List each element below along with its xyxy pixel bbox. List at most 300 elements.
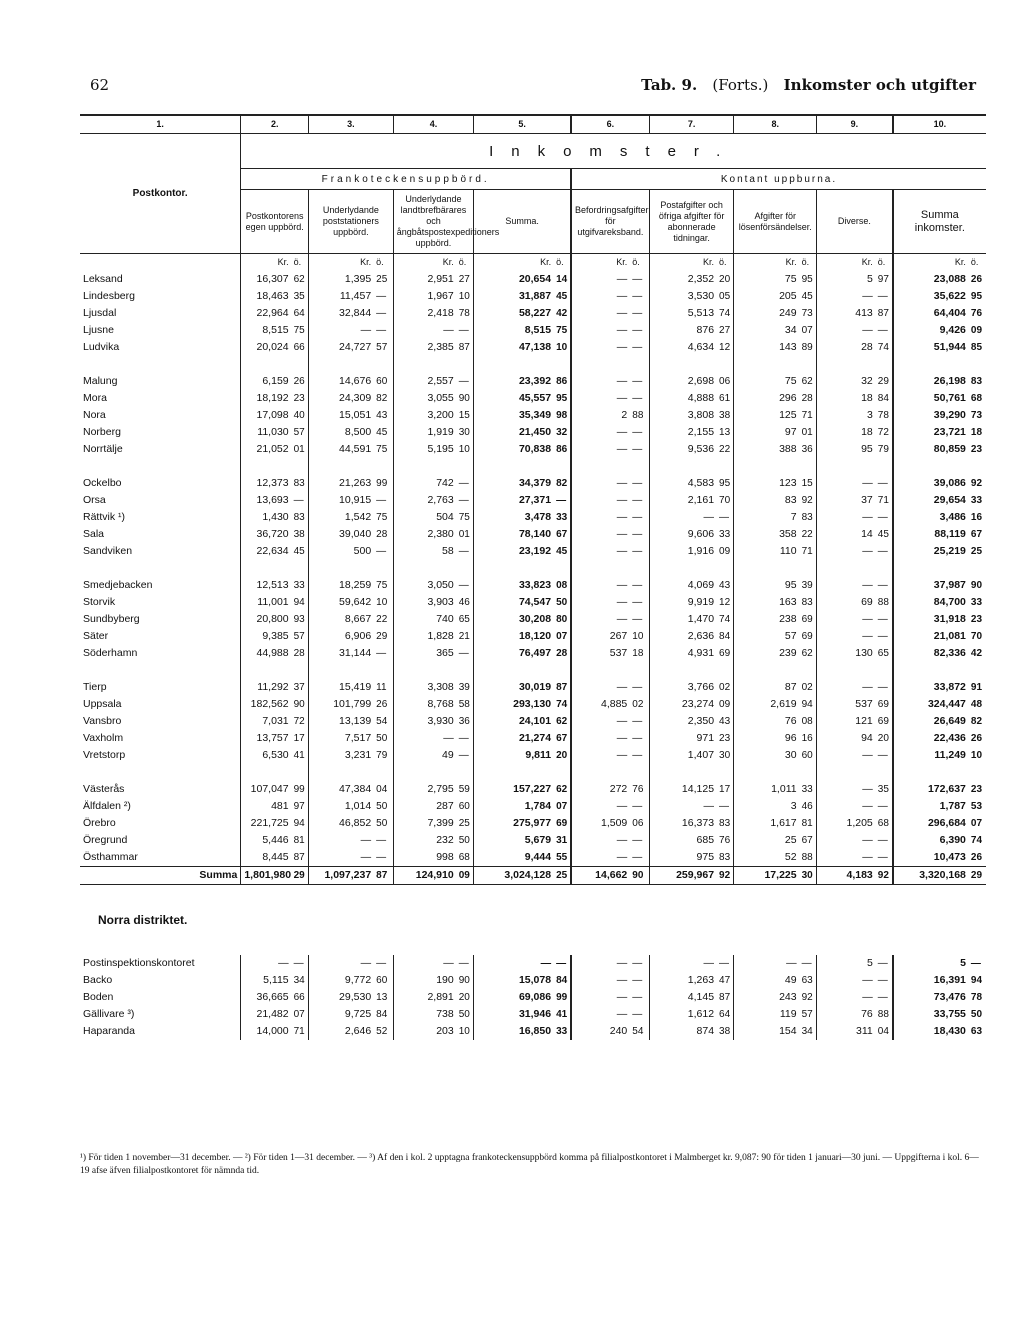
table-row <box>80 781 986 798</box>
value-ore: 92 <box>717 867 734 885</box>
value-ore: 82 <box>970 716 983 727</box>
value-kr: 44,591 <box>309 441 375 458</box>
value-ore: — <box>632 478 643 489</box>
value-ore: 27 <box>458 274 470 285</box>
value-kr: 18,192 <box>241 390 292 407</box>
value-ore: 72 <box>877 427 889 438</box>
value-kr: 26,198 <box>893 373 969 390</box>
value-kr: — <box>817 543 876 560</box>
value-ore: 10 <box>632 631 644 642</box>
value-kr: 740 <box>393 611 456 628</box>
value-kr: 12,373 <box>241 475 292 492</box>
value-kr: 21,081 <box>893 628 969 645</box>
value-ore: 57 <box>376 342 388 353</box>
value-kr: 182,562 <box>241 696 292 713</box>
value-ore: 23 <box>970 614 983 625</box>
value-kr: — <box>649 509 717 526</box>
value-kr: 2,350 <box>649 713 717 730</box>
value-kr: 84,700 <box>893 594 969 611</box>
value-ore: 09 <box>719 546 731 557</box>
value-ore: 62 <box>556 716 568 727</box>
value-ore: — <box>719 958 730 969</box>
value-kr: — <box>817 832 876 849</box>
value-kr: — <box>571 305 630 322</box>
value-kr: 3,050 <box>393 577 456 594</box>
value-kr: 78,140 <box>474 526 554 543</box>
value-kr: 80,859 <box>893 441 969 458</box>
value-kr: 3,486 <box>893 509 969 526</box>
value-ore: — <box>877 478 888 489</box>
value-kr: 33,823 <box>474 577 554 594</box>
value-ore: — <box>877 835 888 846</box>
value-kr: 6,159 <box>241 373 292 390</box>
table-body <box>80 271 986 1040</box>
value-ore: 61 <box>719 393 731 404</box>
value-kr: 14,676 <box>309 373 375 390</box>
value-ore: — <box>293 958 304 969</box>
value-ore: 64 <box>293 308 305 319</box>
column-number: 10. <box>893 115 986 134</box>
office-name: Summa <box>80 867 241 885</box>
value-kr: — <box>817 972 876 989</box>
value-ore: — <box>632 801 643 812</box>
value-kr: 2,619 <box>734 696 800 713</box>
office-name: Uppsala <box>83 698 122 710</box>
value-ore: 57 <box>801 1009 813 1020</box>
value-ore: 75 <box>458 512 470 523</box>
value-ore: 79 <box>376 750 388 761</box>
value-kr: 163 <box>734 594 800 611</box>
value-ore: 81 <box>293 835 305 846</box>
column-number: 7. <box>649 115 734 134</box>
value-ore: 91 <box>970 682 983 693</box>
value-kr: 97 <box>734 424 800 441</box>
value-kr: 11,001 <box>241 594 292 611</box>
value-ore: 26 <box>293 376 305 387</box>
value-kr: 324,447 <box>893 696 969 713</box>
header-col6: Befordringsafgifter för utgifvareksband. <box>571 190 649 254</box>
value-kr: 88,119 <box>893 526 969 543</box>
value-kr: 39,086 <box>893 475 969 492</box>
value-kr: 11,030 <box>241 424 292 441</box>
value-kr: 32,844 <box>309 305 375 322</box>
table-heading: Inkomster och utgifter <box>783 76 976 94</box>
value-ore: 50 <box>376 818 388 829</box>
value-ore: — <box>632 495 643 506</box>
value-ore: 31 <box>556 835 568 846</box>
value-kr: 2,161 <box>649 492 717 509</box>
value-ore: 15 <box>458 410 470 421</box>
value-kr: 95 <box>817 441 876 458</box>
value-ore: 78 <box>877 410 889 421</box>
value-ore: 65 <box>877 648 889 659</box>
value-kr: 124,910 <box>393 867 456 885</box>
footnote-text: ¹) För tiden 1 november—31 december. — ²) För tiden 1—31 december. — ³) Af den i kol. 2 upptagna frankoteckensuppbörd komma på filialpostkontoret i Malmberget kr. 9,087: 90 för tiden 1 januari—30 juni. — Uppgifterna i kol. 6—19 afse äfven filialpostkontoret för nämnda tid. <box>80 1153 979 1176</box>
value-ore: 27 <box>719 325 731 336</box>
value-ore: 94 <box>970 975 983 986</box>
value-kr: 1,011 <box>734 781 800 798</box>
value-kr: 21,052 <box>241 441 292 458</box>
value-kr: 874 <box>649 1023 717 1040</box>
value-kr: 29,530 <box>309 989 375 1006</box>
value-kr: 3,766 <box>649 679 717 696</box>
value-kr: 1,919 <box>393 424 456 441</box>
value-ore: 46 <box>458 597 470 608</box>
office-name: Säter <box>83 630 109 642</box>
value-kr: 9,919 <box>649 594 717 611</box>
value-kr: 44,988 <box>241 645 292 662</box>
value-ore: 87 <box>719 992 731 1003</box>
value-ore: 71 <box>877 495 889 506</box>
value-ore: 09 <box>457 867 474 885</box>
value-ore: 25 <box>970 546 983 557</box>
value-ore: 30 <box>458 427 470 438</box>
value-kr: 18 <box>817 390 876 407</box>
value-kr: 4,183 <box>817 867 876 885</box>
value-ore: 92 <box>970 478 983 489</box>
value-kr: 123 <box>734 475 800 492</box>
office-name: Leksand <box>83 273 123 285</box>
value-ore: — <box>632 444 643 455</box>
column-number-row <box>80 115 986 134</box>
value-kr: 49 <box>734 972 800 989</box>
value-kr: 21,450 <box>474 424 554 441</box>
value-ore: 28 <box>801 393 813 404</box>
table-row <box>80 628 986 645</box>
value-ore: 26 <box>970 274 983 285</box>
value-kr: 2,795 <box>393 781 456 798</box>
value-kr: 1,828 <box>393 628 456 645</box>
value-ore: 33 <box>293 580 305 591</box>
value-ore: 36 <box>801 444 813 455</box>
column-number: 1. <box>80 115 241 134</box>
value-kr: 1,407 <box>649 747 717 764</box>
value-ore: 78 <box>458 308 470 319</box>
value-kr: 95 <box>734 577 800 594</box>
value-kr: 239 <box>734 645 800 662</box>
value-kr: 9,536 <box>649 441 717 458</box>
value-kr: 9,444 <box>474 849 554 867</box>
value-ore: 28 <box>556 648 568 659</box>
value-ore: 62 <box>293 274 305 285</box>
value-kr: 1,916 <box>649 543 717 560</box>
table-row <box>80 972 986 989</box>
value-ore: 84 <box>877 393 889 404</box>
value-kr: 18,120 <box>474 628 554 645</box>
value-kr: 30,019 <box>474 679 554 696</box>
value-ore: — <box>632 835 643 846</box>
header-col9: Diverse. <box>817 190 893 254</box>
header-inkomster: Inkomster. <box>241 134 986 169</box>
value-kr: — <box>571 509 630 526</box>
value-ore: — <box>632 274 643 285</box>
value-kr: 47,138 <box>474 339 554 356</box>
value-kr: 8,445 <box>241 849 292 867</box>
value-ore: 43 <box>719 580 731 591</box>
value-kr: 1,612 <box>649 1006 717 1023</box>
unit-blank <box>80 254 241 272</box>
value-ore: 76 <box>719 835 731 846</box>
value-kr: 10,915 <box>309 492 375 509</box>
value-ore: 39 <box>458 682 470 693</box>
value-kr: — <box>309 322 375 339</box>
value-kr: 3 <box>734 798 800 815</box>
value-ore: 95 <box>801 274 813 285</box>
value-ore: 45 <box>376 427 388 438</box>
group-spacer <box>80 560 986 577</box>
value-kr: 75 <box>734 373 800 390</box>
value-ore: 57 <box>293 427 305 438</box>
value-kr: 272 <box>571 781 630 798</box>
value-kr: 12,513 <box>241 577 292 594</box>
value-kr: 75 <box>734 271 800 288</box>
value-kr: 32 <box>817 373 876 390</box>
office-name: Östhammar <box>83 851 138 863</box>
value-ore: 93 <box>293 614 305 625</box>
value-ore: 16 <box>801 733 813 744</box>
table-row <box>80 696 986 713</box>
value-kr: 23,721 <box>893 424 969 441</box>
value-ore: 06 <box>719 376 731 387</box>
value-kr: 249 <box>734 305 800 322</box>
value-ore: — <box>556 958 567 969</box>
value-kr: 21,263 <box>309 475 375 492</box>
value-ore: 17 <box>719 784 731 795</box>
value-kr: 296 <box>734 390 800 407</box>
value-kr: 49 <box>393 747 456 764</box>
page-header <box>80 76 986 98</box>
value-ore: — <box>970 958 981 969</box>
value-ore: 97 <box>293 801 305 812</box>
value-kr: — <box>817 611 876 628</box>
value-ore: 10 <box>556 342 568 353</box>
value-kr: 76 <box>817 1006 876 1023</box>
table-row <box>80 1023 986 1040</box>
value-kr: 1,967 <box>393 288 456 305</box>
value-kr: 14,000 <box>241 1023 292 1040</box>
office-name: Ljusdal <box>83 307 117 319</box>
value-ore: 33 <box>556 1026 568 1037</box>
value-ore: — <box>458 546 469 557</box>
value-kr: 5,115 <box>241 972 292 989</box>
value-kr: 238 <box>734 611 800 628</box>
value-ore: 71 <box>293 1026 305 1037</box>
table-row <box>80 475 986 492</box>
unit-kr: Kr. <box>571 254 630 272</box>
value-ore: 32 <box>556 427 568 438</box>
value-ore: 45 <box>877 529 889 540</box>
value-kr: 738 <box>393 1006 456 1023</box>
value-ore: 94 <box>801 699 813 710</box>
value-kr: — <box>571 577 630 594</box>
value-ore: 87 <box>374 867 393 885</box>
unit-kr: Kr. <box>309 254 375 272</box>
value-ore: 74 <box>877 342 889 353</box>
value-kr: 5,195 <box>393 441 456 458</box>
value-kr: 2,380 <box>393 526 456 543</box>
value-kr: — <box>571 475 630 492</box>
value-kr: 296,684 <box>893 815 969 832</box>
value-kr: 1,470 <box>649 611 717 628</box>
value-kr: 2,891 <box>393 989 456 1006</box>
value-kr: — <box>817 475 876 492</box>
value-kr: 25,219 <box>893 543 969 560</box>
value-ore: 20 <box>556 750 568 761</box>
value-kr: — <box>817 798 876 815</box>
value-ore: 86 <box>556 376 568 387</box>
value-kr: 57 <box>734 628 800 645</box>
value-kr: 20,654 <box>474 271 554 288</box>
value-kr: 47,384 <box>309 781 375 798</box>
value-ore: 78 <box>970 992 983 1003</box>
value-ore: 87 <box>293 852 305 863</box>
value-ore: — <box>632 958 643 969</box>
value-kr: 7,517 <box>309 730 375 747</box>
unit-ore: ö. <box>970 257 979 267</box>
value-ore: 41 <box>293 750 305 761</box>
table-row <box>80 730 986 747</box>
value-ore: 92 <box>801 495 813 506</box>
value-ore: 63 <box>970 1026 983 1037</box>
value-ore: 45 <box>556 546 568 557</box>
value-ore: — <box>376 495 387 506</box>
value-kr: 24,101 <box>474 713 554 730</box>
table-row <box>80 679 986 696</box>
value-ore: 95 <box>556 393 568 404</box>
value-ore: 67 <box>556 733 568 744</box>
value-kr: 7,399 <box>393 815 456 832</box>
value-kr: 537 <box>571 645 630 662</box>
value-kr: 3,808 <box>649 407 717 424</box>
office-name: Vaxholm <box>83 732 124 744</box>
value-ore: 29 <box>376 631 388 642</box>
value-ore: 29 <box>969 867 986 885</box>
office-name: Nora <box>83 409 106 421</box>
value-ore: — <box>632 342 643 353</box>
value-ore: — <box>458 478 469 489</box>
value-ore: 29 <box>877 376 889 387</box>
value-kr: 9,811 <box>474 747 554 764</box>
value-ore: 95 <box>970 291 983 302</box>
value-ore: 83 <box>801 512 813 523</box>
value-kr: 18,259 <box>309 577 375 594</box>
value-ore: 07 <box>556 801 568 812</box>
value-kr: 16,373 <box>649 815 717 832</box>
value-kr: — <box>393 730 456 747</box>
value-ore: 67 <box>556 529 568 540</box>
value-kr: 3,308 <box>393 679 456 696</box>
table-row <box>80 747 986 764</box>
value-kr: 3,024,128 <box>474 867 554 885</box>
value-ore: — <box>458 325 469 336</box>
value-kr: 11,292 <box>241 679 292 696</box>
value-kr: — <box>309 832 375 849</box>
value-kr: 5,679 <box>474 832 554 849</box>
value-kr: 6,906 <box>309 628 375 645</box>
value-kr: 2,352 <box>649 271 717 288</box>
value-ore: 84 <box>376 1009 388 1020</box>
value-kr: 20,024 <box>241 339 292 356</box>
value-kr: 37 <box>817 492 876 509</box>
value-ore: 95 <box>719 478 731 489</box>
table-number: Tab. 9. <box>641 76 698 94</box>
value-kr: — <box>474 955 554 972</box>
value-kr: 413 <box>817 305 876 322</box>
value-ore: 35 <box>293 291 305 302</box>
value-ore: 94 <box>293 597 305 608</box>
value-kr: 39,040 <box>309 526 375 543</box>
value-ore: — <box>632 716 643 727</box>
value-ore: 58 <box>458 699 470 710</box>
value-kr: 4,634 <box>649 339 717 356</box>
value-ore: — <box>458 376 469 387</box>
unit-kr: Kr. <box>649 254 717 272</box>
value-kr: 1,205 <box>817 815 876 832</box>
value-ore: 99 <box>556 992 568 1003</box>
table-row <box>80 492 986 509</box>
value-ore: 82 <box>376 393 388 404</box>
value-ore: 74 <box>556 699 568 710</box>
value-kr: 243 <box>734 989 800 1006</box>
header-col10: Summa inkomster. <box>893 190 986 254</box>
value-ore: 69 <box>801 631 813 642</box>
value-kr: — <box>817 577 876 594</box>
value-kr: 15,419 <box>309 679 375 696</box>
value-ore: 09 <box>970 325 983 336</box>
value-ore: 42 <box>970 648 983 659</box>
value-ore: 38 <box>719 1026 731 1037</box>
value-kr: — <box>393 955 456 972</box>
table-row <box>80 798 986 815</box>
value-kr: 28 <box>817 339 876 356</box>
unit-row <box>80 254 986 272</box>
value-kr: 267 <box>571 628 630 645</box>
value-kr: 22,634 <box>241 543 292 560</box>
value-kr: 203 <box>393 1023 456 1040</box>
table-row <box>80 645 986 662</box>
value-ore: 10 <box>376 597 388 608</box>
value-kr: 1,430 <box>241 509 292 526</box>
table-row <box>80 594 986 611</box>
value-kr: — <box>571 679 630 696</box>
value-kr: 9,606 <box>649 526 717 543</box>
header-col8: Afgifter för lösenförsändelser. <box>734 190 817 254</box>
value-kr: — <box>817 781 876 798</box>
value-ore: 69 <box>556 818 568 829</box>
value-ore: — <box>801 958 812 969</box>
value-kr: 4,069 <box>649 577 717 594</box>
value-ore: — <box>877 546 888 557</box>
value-ore: 25 <box>376 274 388 285</box>
unit-ore: ö. <box>293 257 302 267</box>
value-ore: 75 <box>293 325 305 336</box>
value-kr: 31,946 <box>474 1006 554 1023</box>
header-postkontor: Postkontor. <box>132 188 188 199</box>
value-kr: 8,768 <box>393 696 456 713</box>
table-row <box>80 713 986 730</box>
value-ore: — <box>376 958 387 969</box>
value-ore: 16 <box>970 512 983 523</box>
value-ore: — <box>632 992 643 1003</box>
value-ore: 45 <box>556 291 568 302</box>
district-title: Norra distriktet. <box>98 912 188 927</box>
value-ore: 12 <box>719 597 731 608</box>
value-ore: 52 <box>376 1026 388 1037</box>
group-spacer <box>80 764 986 781</box>
value-kr: — <box>571 492 630 509</box>
value-ore: 90 <box>458 975 470 986</box>
value-ore: 92 <box>801 992 813 1003</box>
